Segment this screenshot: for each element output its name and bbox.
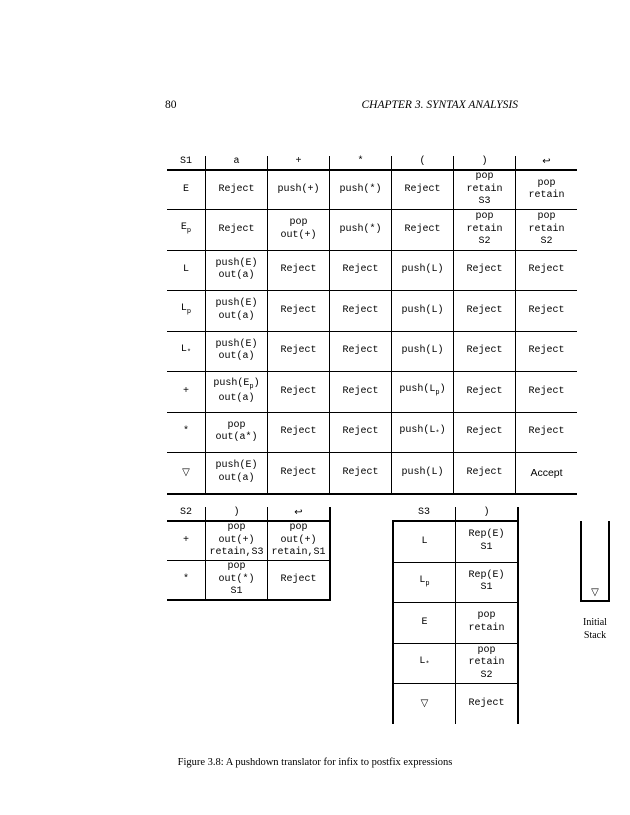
main-action-cell: push(*): [330, 170, 392, 210]
main-action-cell: Reject: [516, 412, 578, 453]
main-action-cell: pop retain S2: [454, 210, 516, 251]
main-action-cell: push(L): [392, 453, 454, 494]
s3-row: [393, 684, 518, 724]
main-action-cell: Reject: [268, 250, 330, 291]
main-header-cell: (: [392, 156, 454, 170]
main-action-cell: push(L): [392, 250, 454, 291]
main-action-cell: push(E) out(a): [206, 291, 268, 332]
main-action-cell: Reject: [330, 372, 392, 413]
main-action-cell: pop out(a*): [206, 412, 268, 453]
main-action-cell: Reject: [516, 291, 578, 332]
main-action-cell: Reject: [268, 372, 330, 413]
main-state-cell: $E_p$: [167, 210, 206, 251]
main-action-cell: Reject: [330, 453, 392, 494]
main-action-cell: Reject: [392, 170, 454, 210]
main-action-cell: Reject: [330, 250, 392, 291]
main-action-cell: $push(E_p)$ out(a): [206, 372, 268, 413]
s2-row: [167, 521, 330, 561]
s3-header-cell: ): [456, 507, 519, 521]
main-action-cell: pop out(+): [268, 210, 330, 251]
main-state-cell: $L_*$: [167, 331, 206, 372]
main-action-cell: Reject: [454, 412, 516, 453]
main-row: [167, 412, 577, 453]
main-action-cell: push(E) out(a): [206, 453, 268, 494]
s3-action-cell: Reject: [456, 684, 519, 724]
main-action-cell: Reject: [206, 210, 268, 251]
main-header-cell: S1: [167, 156, 206, 170]
s3-header-cell: S3: [393, 507, 456, 521]
s2-action-cell: Reject: [268, 561, 331, 601]
main-transition-table: [167, 156, 577, 495]
main-action-cell: push(L): [392, 291, 454, 332]
s2-transition-table: [167, 507, 331, 601]
main-row: [167, 250, 577, 291]
main-action-cell: pop retain S2: [516, 210, 578, 251]
main-header-cell: a: [206, 156, 268, 170]
figure-caption: Figure 3.8: A pushdown translator for infix to postfix expressions: [177, 757, 453, 768]
s2-state-cell: +: [167, 521, 206, 561]
s2-action-cell: pop out(*) S1: [206, 561, 268, 601]
main-action-cell: Reject: [268, 331, 330, 372]
s2-header-cell: ↩: [268, 507, 331, 521]
stack-bottom-symbol: ▽: [591, 587, 599, 598]
main-header-cell: ↩: [516, 156, 578, 170]
main-action-cell: Reject: [392, 210, 454, 251]
main-state-cell: E: [167, 170, 206, 210]
s2-action-cell: pop out(+) retain,S3: [206, 521, 268, 561]
main-action-cell: Reject: [268, 412, 330, 453]
main-row: [167, 453, 577, 494]
main-row: [167, 170, 577, 210]
main-action-cell: Reject: [206, 170, 268, 210]
main-header-cell: +: [268, 156, 330, 170]
page-number: 80: [165, 99, 177, 111]
main-action-cell: push(L): [392, 331, 454, 372]
s3-action-cell: Rep(E) S1: [456, 521, 519, 562]
s3-action-cell: pop retain: [456, 603, 519, 644]
s2-header-cell: S2: [167, 507, 206, 521]
s3-action-cell: Rep(E) S1: [456, 562, 519, 603]
main-action-cell: Reject: [516, 331, 578, 372]
s2-header-cell: ): [206, 507, 268, 521]
main-state-cell: *: [167, 412, 206, 453]
s3-row: [393, 562, 518, 603]
main-action-cell: Reject: [268, 453, 330, 494]
s3-row: [393, 521, 518, 562]
s3-transition-table: [392, 507, 519, 724]
main-header-cell: ): [454, 156, 516, 170]
s3-state-cell: E: [393, 603, 456, 644]
main-row: [167, 372, 577, 413]
main-action-cell: Reject: [268, 291, 330, 332]
main-row: [167, 291, 577, 332]
main-state-cell: ▽: [167, 453, 206, 494]
main-action-cell: Reject: [454, 291, 516, 332]
main-action-cell: $push(L_p)$: [392, 372, 454, 413]
main-action-cell: Reject: [516, 250, 578, 291]
main-row: [167, 210, 577, 251]
main-action-cell: Reject: [330, 331, 392, 372]
main-header-cell: *: [330, 156, 392, 170]
s3-row: [393, 643, 518, 684]
main-action-cell: push(E) out(a): [206, 250, 268, 291]
s3-action-cell: pop retain S2: [456, 643, 519, 684]
main-action-cell: $push(L_*)$: [392, 412, 454, 453]
initial-stack: [580, 521, 610, 602]
s3-header-row: [393, 507, 518, 521]
main-action-cell: Reject: [330, 412, 392, 453]
s2-row: [167, 561, 330, 601]
main-action-cell: push(*): [330, 210, 392, 251]
main-header-row: [167, 156, 577, 170]
main-action-cell: Reject: [454, 453, 516, 494]
main-action-cell: Reject: [330, 291, 392, 332]
s3-state-cell: L: [393, 521, 456, 562]
main-action-cell: Reject: [454, 250, 516, 291]
main-action-cell: push(E) out(a): [206, 331, 268, 372]
s3-state-cell: ▽: [393, 684, 456, 724]
main-action-cell: Reject: [516, 372, 578, 413]
running-head: CHAPTER 3. SYNTAX ANALYSIS: [361, 99, 518, 111]
main-action-cell: Reject: [454, 331, 516, 372]
main-state-cell: +: [167, 372, 206, 413]
s2-state-cell: *: [167, 561, 206, 601]
main-state-cell: $L_p$: [167, 291, 206, 332]
main-action-cell: Accept: [516, 453, 578, 494]
s2-header-row: [167, 507, 330, 521]
main-row: [167, 331, 577, 372]
s3-state-cell: $L_p$: [393, 562, 456, 603]
main-action-cell: Reject: [454, 372, 516, 413]
main-action-cell: push(+): [268, 170, 330, 210]
stack-label: Initial Stack: [583, 617, 607, 641]
main-action-cell: pop retain: [516, 170, 578, 210]
main-state-cell: L: [167, 250, 206, 291]
main-action-cell: pop retain S3: [454, 170, 516, 210]
s3-row: [393, 603, 518, 644]
s2-action-cell: pop out(+) retain,S1: [268, 521, 331, 561]
s3-state-cell: $L_*$: [393, 643, 456, 684]
